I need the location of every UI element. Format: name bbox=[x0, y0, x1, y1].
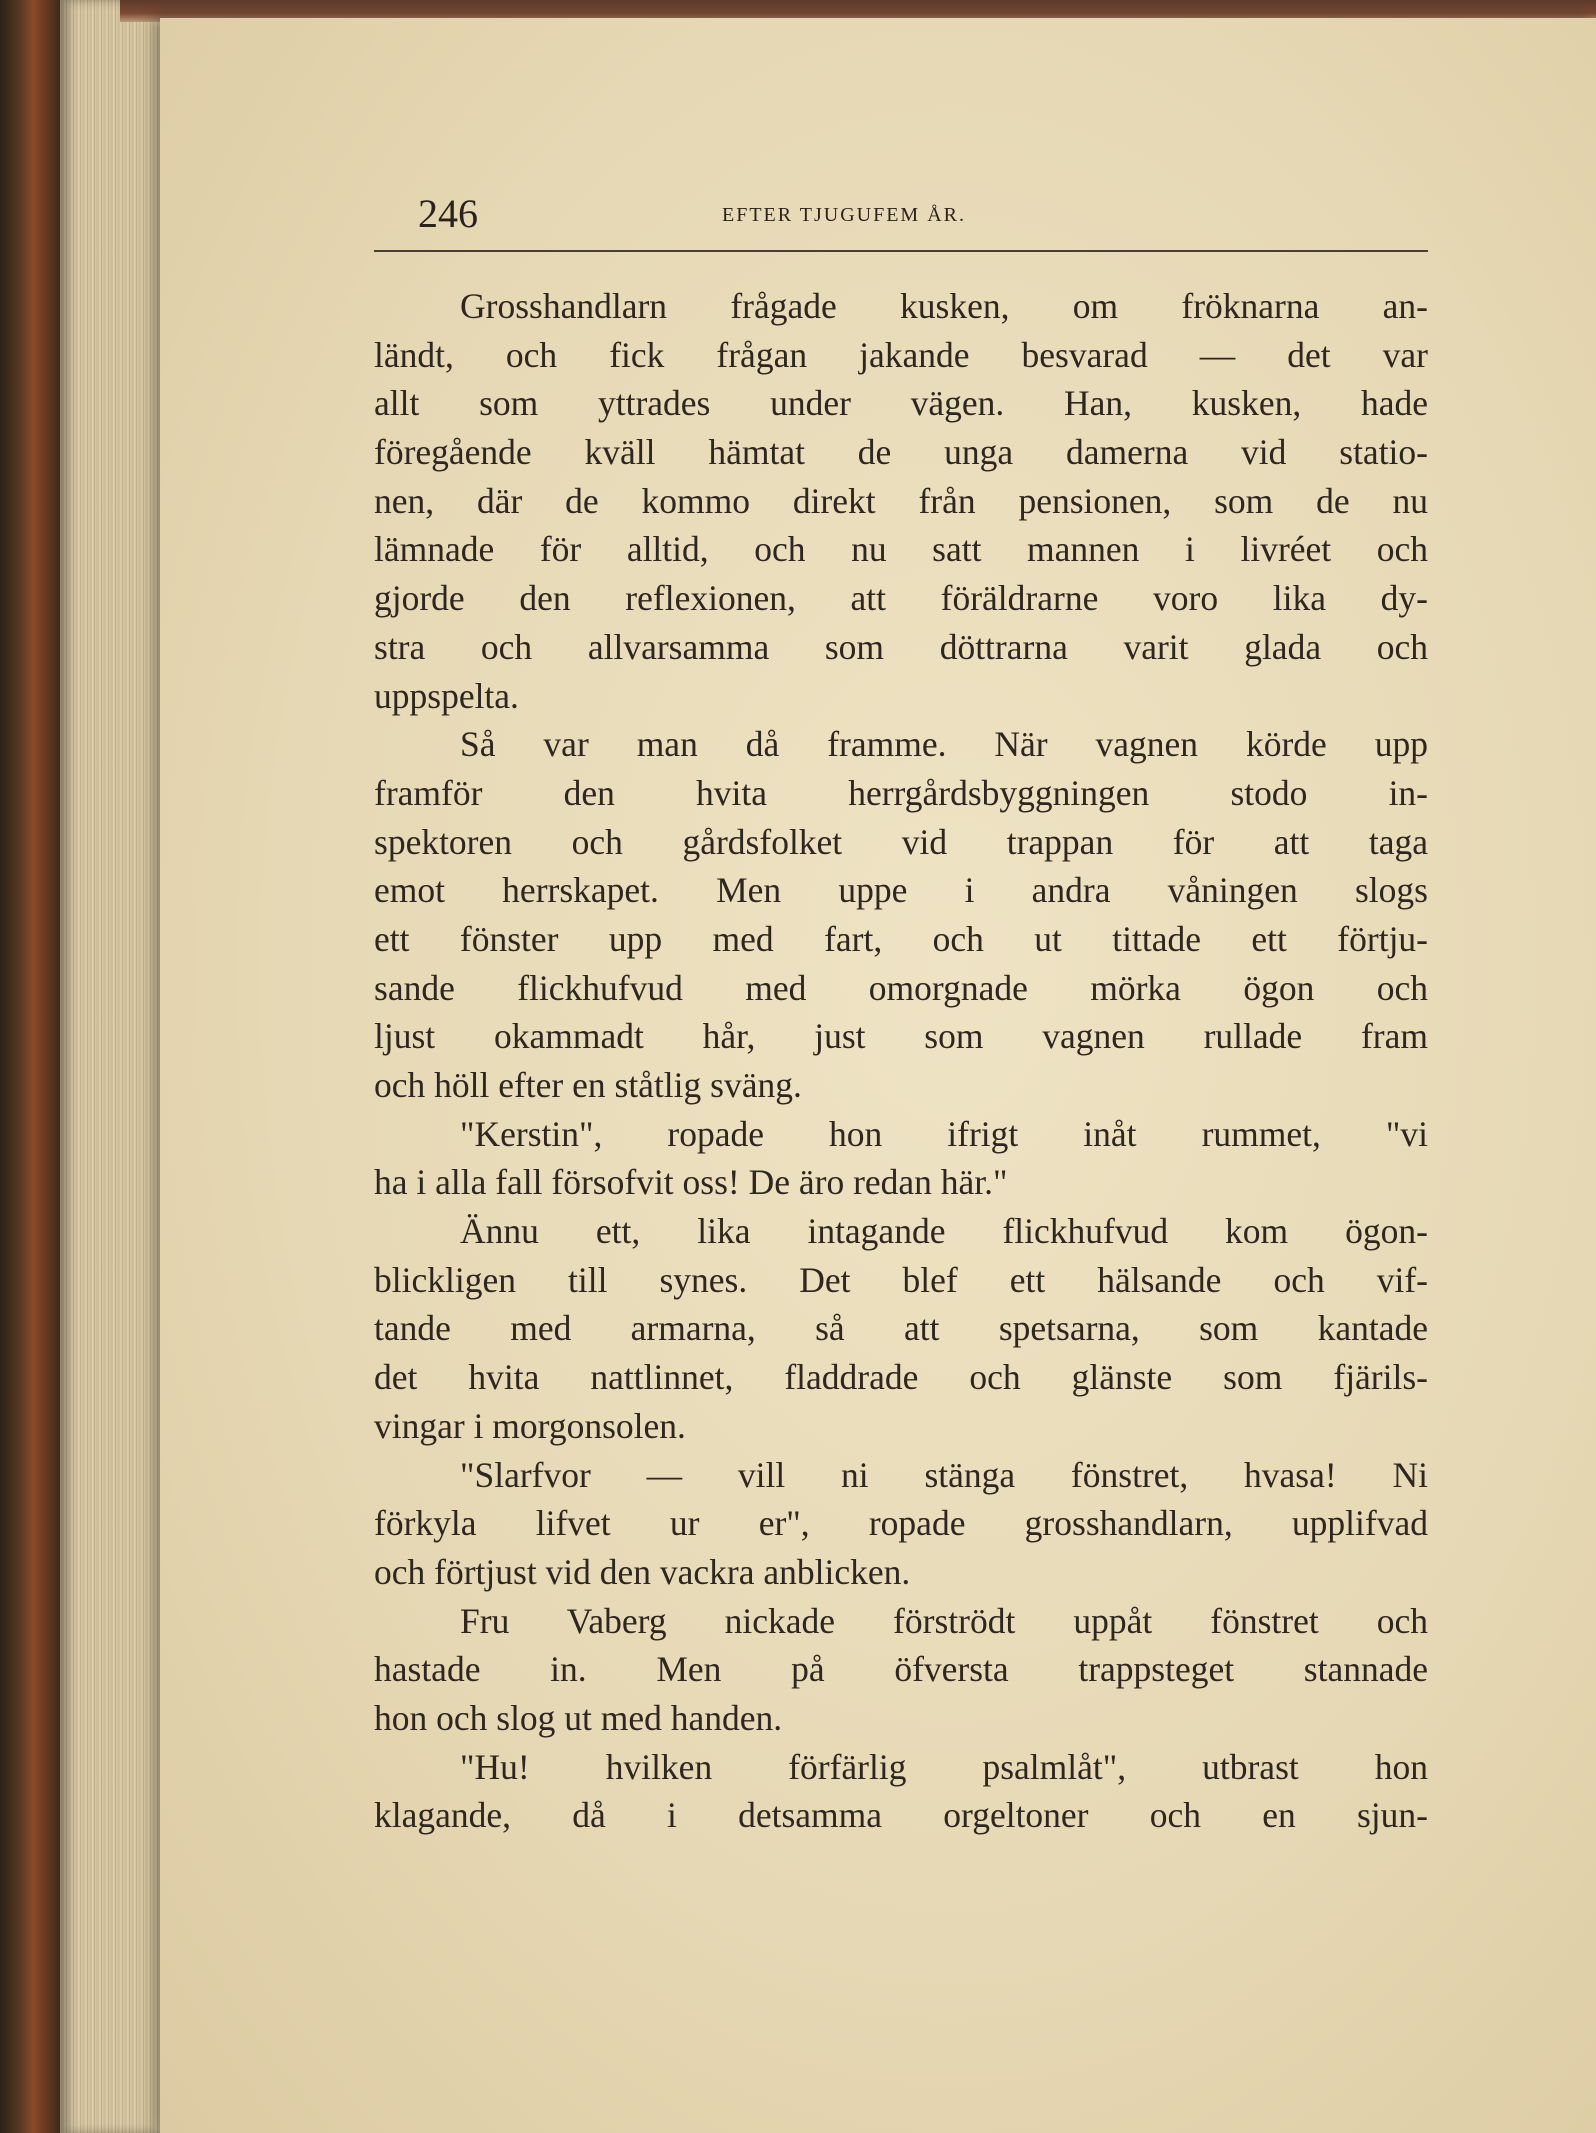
text-line: lämnade för alltid, och nu satt mannen i livréet och bbox=[374, 529, 1428, 570]
text-line: Fru Vaberg nickade förströdt uppåt fönstret och bbox=[460, 1600, 1428, 1641]
text-line: Grosshandlarn frågade kusken, om fröknarna an- bbox=[460, 286, 1428, 326]
text-line: stra och allvarsamma som döttrarna varit glada och bbox=[374, 626, 1428, 667]
page-header bbox=[374, 188, 1428, 252]
text-line: allt som yttrades under vägen. Han, kusken, hade bbox=[374, 383, 1428, 424]
text-line: och höll efter en ståtlig sväng. bbox=[374, 1065, 802, 1105]
text-line: "Slarfvor — vill ni stänga fönstret, hvasa! Ni bbox=[460, 1454, 1428, 1495]
text-line: det hvita nattlinnet, fladdrade och glänste som fjärils- bbox=[374, 1357, 1428, 1398]
text-line: framför den hvita herrgårdsbyggningen stodo in- bbox=[374, 772, 1428, 813]
text-line: uppspelta. bbox=[374, 675, 519, 716]
text-line: vingar i morgonsolen. bbox=[374, 1405, 686, 1446]
text-line: ett fönster upp med fart, och ut tittade ett förtju- bbox=[374, 918, 1428, 959]
text-line: ha i alla fall försofvit oss! De äro redan här." bbox=[374, 1162, 1008, 1203]
running-title: EFTER TJUGUFEM ÅR. bbox=[722, 204, 966, 226]
page-number: 246 bbox=[418, 191, 478, 236]
text-line: gjorde den reflexionen, att föräldrarne voro lika dy- bbox=[374, 578, 1428, 619]
text-line: och förtjust vid den vackra anblicken. bbox=[374, 1551, 911, 1592]
text-line: nen, där de kommo direkt från pensionen, som de nu bbox=[374, 480, 1428, 521]
text-line: tande med armarna, så att spetsarna, som kantade bbox=[374, 1308, 1428, 1349]
text-line: ländt, och fick frågan jakande besvarad — det var bbox=[374, 334, 1428, 375]
text-line: hastade in. Men på öfversta trappsteget stannade bbox=[374, 1649, 1428, 1690]
text-line: klagande, då i detsamma orgeltoner och en sjun- bbox=[374, 1795, 1428, 1836]
text-line: blickligen till synes. Det blef ett hälsande och vif- bbox=[374, 1259, 1428, 1300]
text-line: emot herrskapet. Men uppe i andra våningen slogs bbox=[374, 870, 1428, 911]
text-line: "Hu! hvilken förfärlig psalmlåt", utbrast hon bbox=[460, 1746, 1428, 1787]
book-binding bbox=[0, 0, 60, 2133]
body-text bbox=[374, 282, 1428, 1840]
text-line: sande flickhufvud med omorgnade mörka ögon och bbox=[374, 967, 1428, 1008]
text-line: förkyla lifvet ur er", ropade grosshandlarn, upplifvad bbox=[374, 1503, 1428, 1544]
text-line: hon och slog ut med handen. bbox=[374, 1697, 783, 1738]
text-line: ljust okammadt hår, just som vagnen rullade fram bbox=[374, 1016, 1428, 1057]
text-line: föregående kväll hämtat de unga damerna vid statio- bbox=[374, 432, 1428, 473]
text-line: Ännu ett, lika intagande flickhufvud kom ögon- bbox=[460, 1211, 1428, 1252]
text-line: Så var man då framme. När vagnen körde upp bbox=[460, 724, 1428, 765]
text-line: spektoren och gårdsfolket vid trappan för att taga bbox=[374, 821, 1428, 862]
text-line: "Kerstin", ropade hon ifrigt inåt rummet, "vi bbox=[460, 1113, 1428, 1154]
